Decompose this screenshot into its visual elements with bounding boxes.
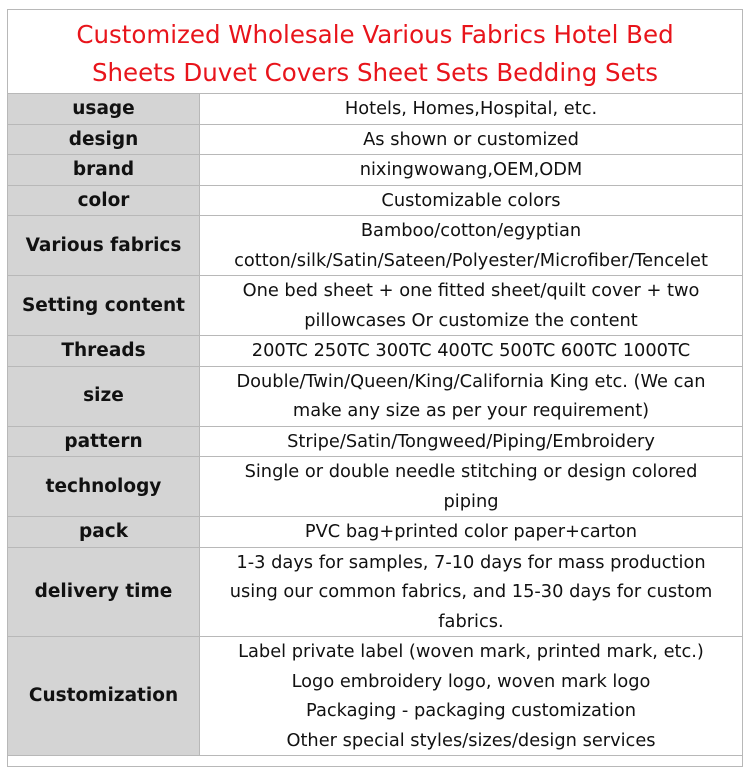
- row-label: size: [8, 366, 200, 426]
- row-value: [200, 637, 743, 756]
- row-value-line: Double/Twin/Queen/King/California King etc. (We can: [236, 370, 706, 392]
- table-row: [8, 124, 743, 155]
- table-row: [8, 366, 743, 426]
- row-value-line: 1-3 days for samples, 7-10 days for mass production: [236, 551, 706, 573]
- row-value: [200, 94, 743, 125]
- row-value-line: PVC bag+printed color paper+carton: [304, 521, 638, 542]
- row-label: usage: [8, 94, 200, 125]
- table-row: [8, 517, 743, 548]
- table-row: [8, 457, 743, 517]
- row-value-line: Customizable colors: [381, 189, 561, 211]
- row-value-line: fabrics.: [438, 610, 504, 632]
- spec-table: [7, 93, 743, 756]
- row-label: Threads: [8, 336, 200, 367]
- row-label: pattern: [8, 426, 200, 457]
- row-value-line: One bed sheet + one fitted sheet/quilt cover + two: [242, 280, 700, 301]
- row-value: [200, 366, 743, 426]
- row-value-line: Packaging - packaging customization: [306, 700, 636, 721]
- row-value-line: Other special styles/sizes/design services: [286, 729, 656, 751]
- row-value-line: Stripe/Satin/Tongweed/Piping/Embroidery: [287, 430, 655, 452]
- row-value: [200, 155, 743, 186]
- row-value-line: piping: [443, 490, 499, 512]
- row-value-line: Bamboo/cotton/egyptian: [360, 220, 582, 241]
- row-value: [200, 276, 743, 336]
- row-label: Customization: [8, 637, 200, 756]
- row-value-line: cotton/silk/Satin/Sateen/Polyester/Microfiber/Tencelet: [234, 249, 708, 271]
- table-row: [8, 336, 743, 367]
- row-label: delivery time: [8, 547, 200, 637]
- row-value-line: Single or double needle stitching or design colored: [244, 461, 698, 482]
- table-row: [8, 94, 743, 125]
- row-value-line: pillowcases Or customize the content: [304, 309, 638, 331]
- row-label: Setting content: [8, 276, 200, 336]
- row-value: [200, 336, 743, 367]
- row-value-line: Label private label (woven mark, printed mark, etc.): [238, 641, 704, 662]
- row-value: [200, 124, 743, 155]
- title-line-1: Customized Wholesale Various Fabrics Hotel Bed: [76, 20, 674, 49]
- row-label: design: [8, 124, 200, 155]
- table-row: [8, 216, 743, 276]
- row-value-line: 200TC 250TC 300TC 400TC 500TC 600TC 1000TC: [251, 340, 691, 361]
- table-row: [8, 155, 743, 186]
- row-value: [200, 216, 743, 276]
- row-value: [200, 517, 743, 548]
- row-label: technology: [8, 457, 200, 517]
- row-value-line: nixingwowang,OEM,ODM: [359, 159, 583, 180]
- row-value: [200, 547, 743, 637]
- table-row: [8, 637, 743, 756]
- table-row: [8, 426, 743, 457]
- table-row: [8, 185, 743, 216]
- row-label: pack: [8, 517, 200, 548]
- row-value-line: Hotels, Homes,Hospital, etc.: [344, 98, 598, 119]
- row-label: color: [8, 185, 200, 216]
- spec-sheet: [7, 9, 743, 767]
- table-row: [8, 547, 743, 637]
- row-value: [200, 457, 743, 517]
- row-label: Various fabrics: [8, 216, 200, 276]
- row-value: [200, 426, 743, 457]
- row-value-line: make any size as per your requirement): [292, 400, 650, 421]
- row-value-line: using our common fabrics, and 15-30 days for custom: [229, 581, 713, 602]
- row-value-line: As shown or customized: [363, 128, 579, 150]
- row-value: [200, 185, 743, 216]
- table-row: [8, 276, 743, 336]
- title-line-2: Sheets Duvet Covers Sheet Sets Bedding Sets: [91, 58, 659, 87]
- page-title: [8, 10, 742, 93]
- row-value-line: Logo embroidery logo, woven mark logo: [291, 670, 651, 692]
- row-label: brand: [8, 155, 200, 186]
